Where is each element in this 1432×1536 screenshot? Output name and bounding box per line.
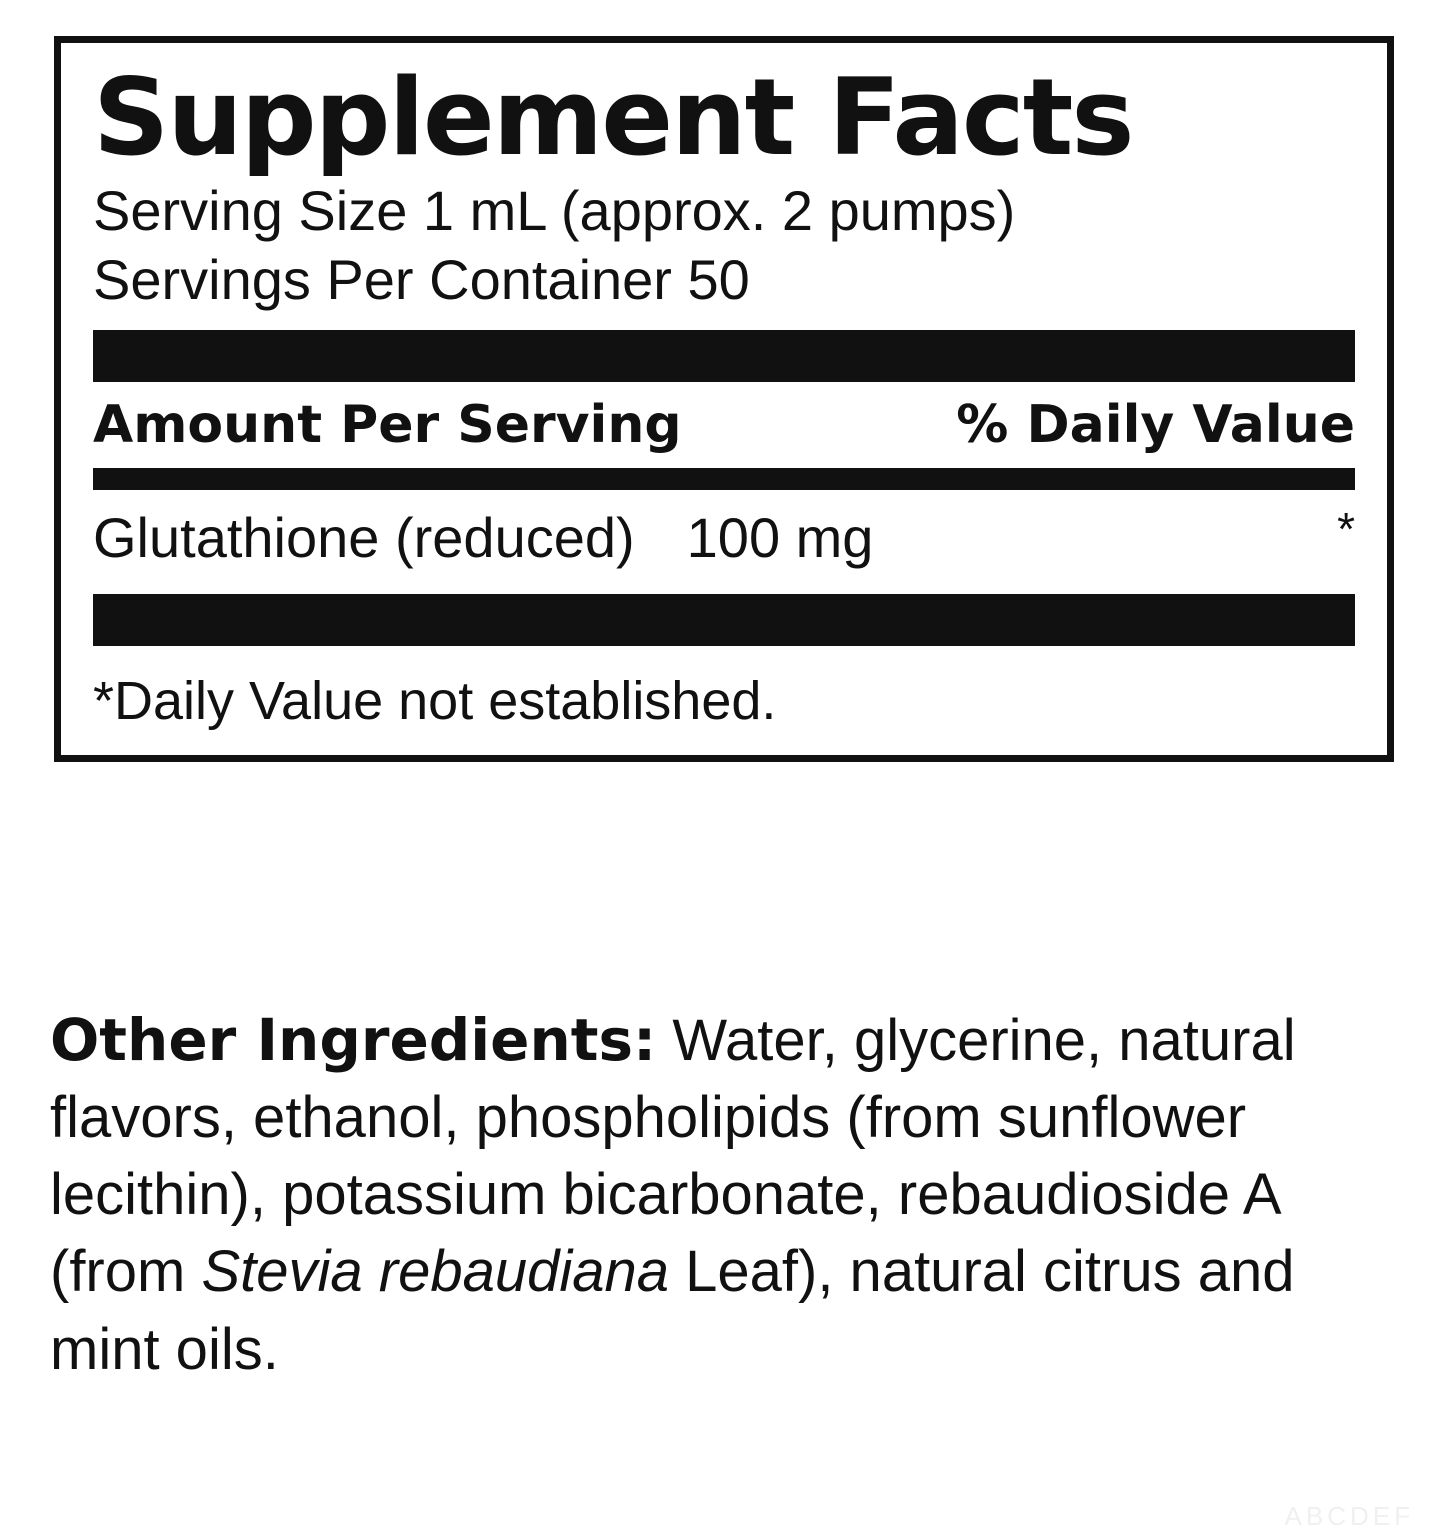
supplement-facts-panel: [54, 36, 1394, 762]
divider-thick-top: [93, 330, 1355, 382]
servings-per-container-text: Servings Per Container 50: [93, 247, 750, 311]
page-title: Supplement Facts: [93, 56, 1133, 179]
daily-value-footnote: *Daily Value not established.: [93, 671, 777, 732]
table-header-row: [93, 382, 1355, 462]
other-ingredients-text-2: Leaf), natural citrus and mint oils.: [50, 1239, 1295, 1382]
other-ingredients-label: Other Ingredients:: [50, 1006, 657, 1074]
divider-medium: [93, 468, 1355, 490]
daily-value-header: % Daily Value: [956, 395, 1355, 456]
nutrient-amount: 100 mg: [686, 505, 874, 569]
other-ingredients-botanical-name: Stevia rebaudiana: [201, 1239, 670, 1305]
other-ingredients-text-1: Water, glycerine, natural flavors, ethanol, phospholipids (from sunflower lecithin), potassium bicarbonate, rebaudioside A (from: [50, 1008, 1296, 1305]
other-ingredients-block: [50, 1002, 1400, 1388]
amount-per-serving-header: Amount Per Serving: [93, 395, 682, 456]
divider-thick-bottom: [93, 594, 1355, 646]
table-row: [93, 490, 1355, 585]
watermark-text: ABCDEF: [1284, 1501, 1414, 1531]
nutrient-name: Glutathione (reduced): [93, 505, 635, 569]
serving-size-text: Serving Size 1 mL (approx. 2 pumps): [93, 179, 1016, 243]
nutrient-daily-value: *: [1337, 502, 1355, 555]
